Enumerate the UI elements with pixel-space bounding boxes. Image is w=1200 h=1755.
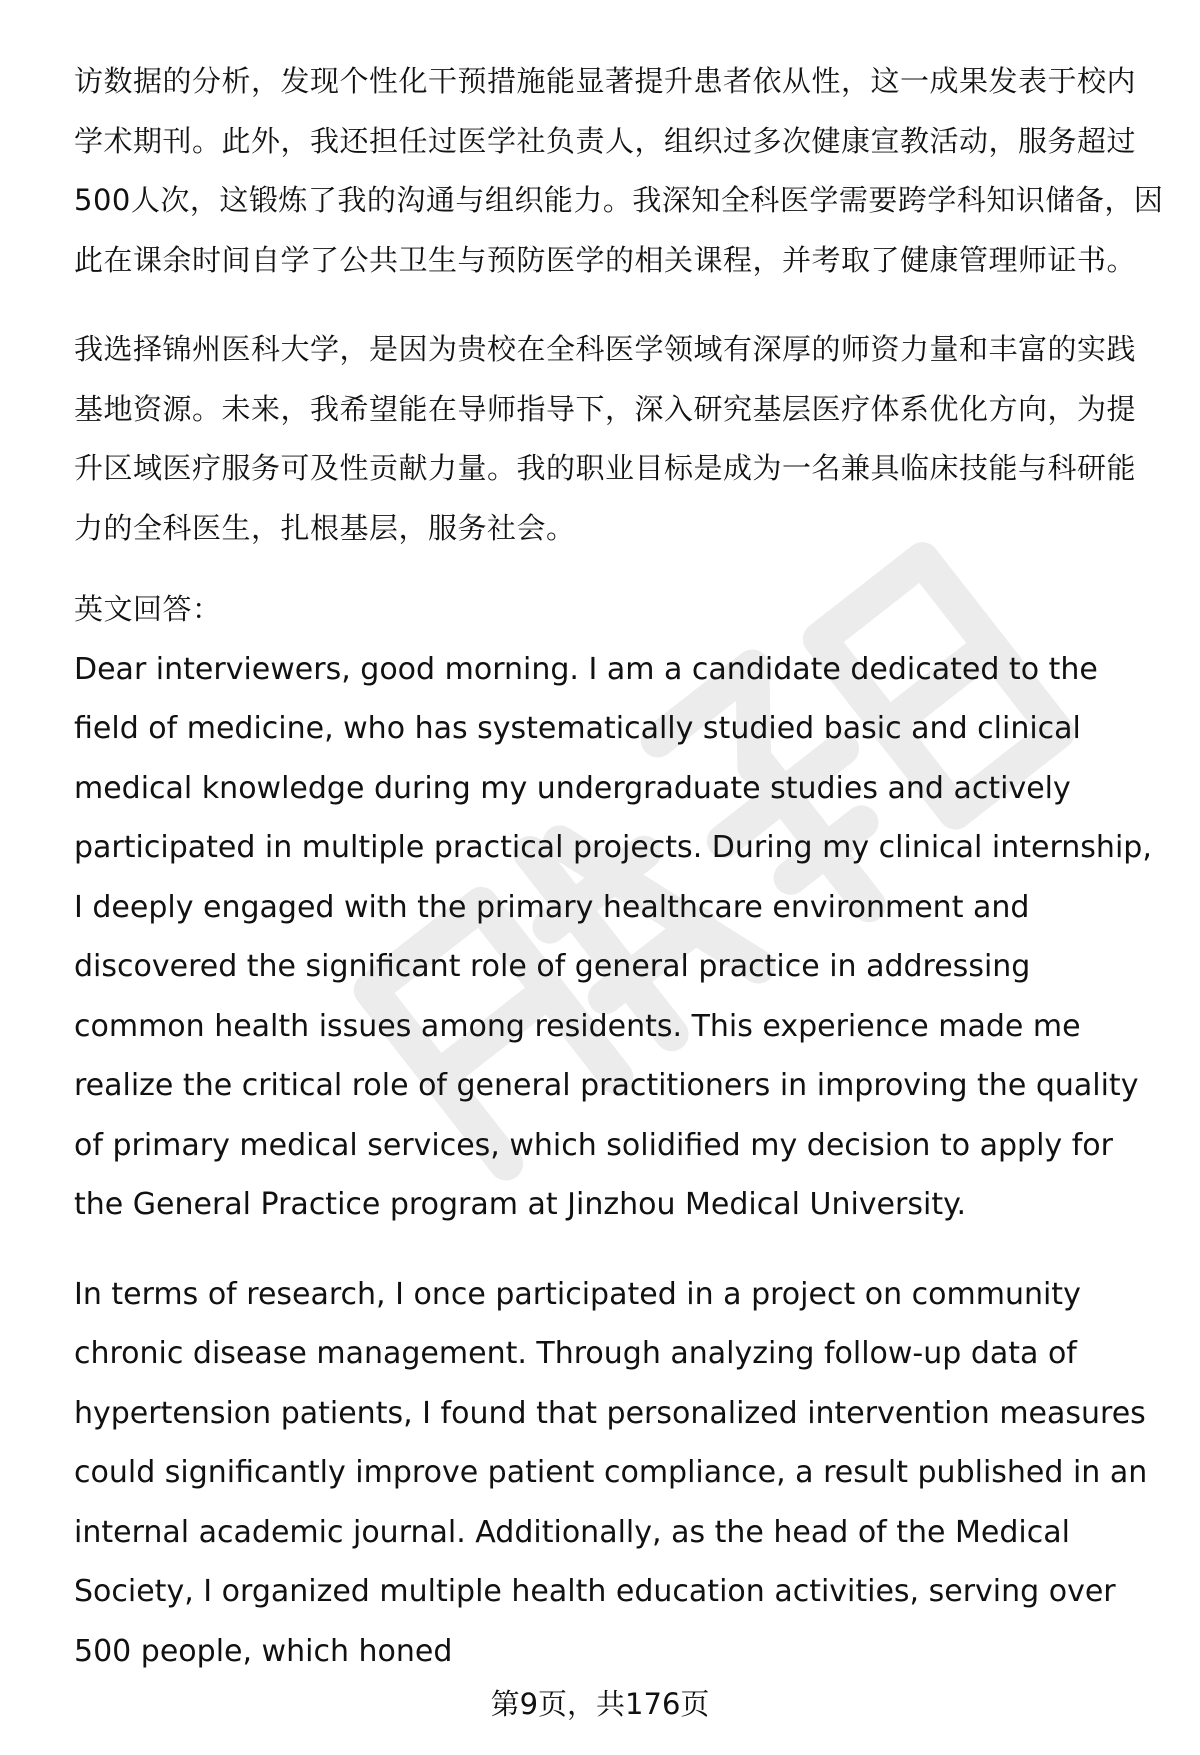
page-indicator: 第9页，共176页 [490, 1687, 710, 1721]
document-body [74, 52, 1164, 1681]
paragraph-en-1: Dear interviewers, good morning. I am a candidate dedicated to the field of medicine, who has systematically studied basic and clinical medical knowledge during my undergraduate studies and actively participated in multiple practical projects. During my clinical internship, I deeply engaged with the primary healthcare environment and discovered the significant role of general practice in addressing common health issues among residents. This experience made me realize the critical role of general practitioners in improving the quality of primary medical services, which solidified my decision to apply for the General Practice program at Jinzhou Medical University. [74, 651, 1152, 1222]
paragraph-zh-2: 我选择锦州医科大学，是因为贵校在全科医学领域有深厚的师资力量和丰富的实践基地资源。未来，我希望能在导师指导下，深入研究基层医疗体系优化方向，为提升区域医疗服务可及性贡献力量。我的职业目标是成为一名兼具临床技能与科研能力的全科医生，扎根基层，服务社会。 [74, 332, 1137, 545]
section-label-english-answer: 英文回答： [74, 592, 222, 626]
paragraph-zh-1: 访数据的分析，发现个性化干预措施能显著提升患者依从性，这一成果发表于校内学术期刊。此外，我还担任过医学社负责人，组织过多次健康宣教活动，服务超过500人次，这锻炼了我的沟通与组织能力。我深知全科医学需要跨学科知识储备，因此在课余时间自学了公共卫生与预防医学的相关课程，并考取了健康管理师证书。 [74, 64, 1164, 277]
paragraph-en-2: In terms of research, I once participated in a project on community chronic disease management. Through analyzing follow-up data of hypertension patients, I found that personalized intervention measures could significantly improve patient compliance, a result published in an internal academic journal. Additionally, as the head of the Medical Society, I organized multiple health education activities, serving over 500 people, which honed [74, 1276, 1148, 1669]
